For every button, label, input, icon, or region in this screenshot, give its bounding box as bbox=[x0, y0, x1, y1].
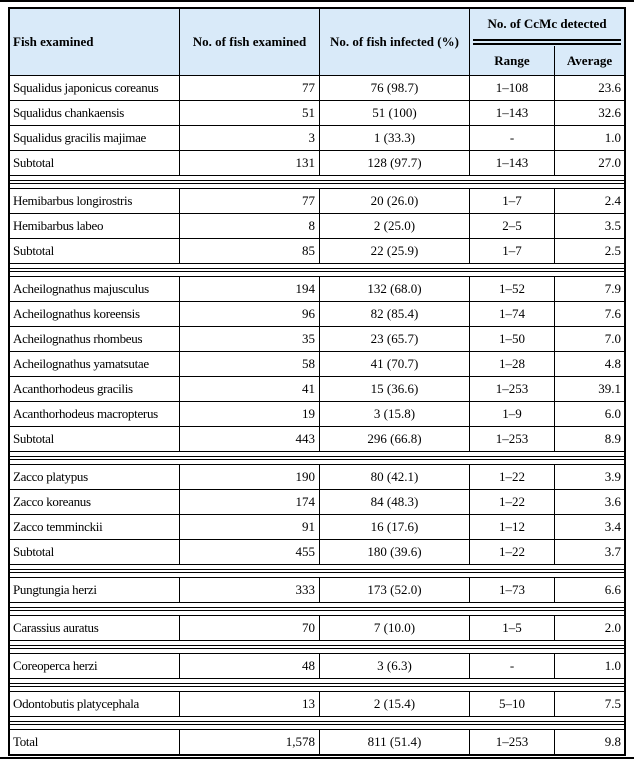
double-line bbox=[10, 721, 624, 725]
average-cell: 1.0 bbox=[604, 658, 621, 673]
table-row bbox=[10, 514, 624, 539]
double-line bbox=[10, 456, 624, 460]
examined-cell: 190 bbox=[180, 465, 320, 489]
examined-cell: 174 bbox=[180, 490, 320, 514]
average-cell: 39.1 bbox=[598, 381, 621, 396]
range-cell: 2–5 bbox=[470, 214, 555, 238]
fish-name-cell: Subtotal bbox=[10, 540, 180, 564]
fish-name-cell: Zacco koreanus bbox=[10, 490, 180, 514]
average-cell: 23.6 bbox=[598, 80, 621, 95]
examined-cell: 35 bbox=[180, 327, 320, 351]
table-row bbox=[10, 401, 624, 426]
infected-cell: 296 (66.8) bbox=[320, 427, 470, 451]
table-group bbox=[10, 465, 624, 564]
group-separator bbox=[10, 678, 624, 692]
examined-cell: 8 bbox=[180, 214, 320, 238]
infected-cell: 82 (85.4) bbox=[320, 302, 470, 326]
examined-cell: 1,578 bbox=[180, 730, 320, 754]
double-line bbox=[10, 180, 624, 184]
double-line bbox=[473, 39, 621, 45]
range-cell: 1–9 bbox=[470, 402, 555, 426]
fish-name-cell: Coreoperca herzi bbox=[10, 654, 180, 678]
header-no-fish-examined: No. of fish examined bbox=[180, 9, 320, 75]
range-cell: 1–73 bbox=[470, 578, 555, 602]
infected-cell: 80 (42.1) bbox=[320, 465, 470, 489]
double-line bbox=[10, 569, 624, 573]
table-group bbox=[10, 189, 624, 263]
header-double-rule bbox=[470, 38, 624, 46]
table-group bbox=[10, 76, 624, 175]
table-row bbox=[10, 213, 624, 238]
table-body bbox=[10, 76, 624, 754]
table-row bbox=[10, 351, 624, 376]
header-no-fish-infected: No. of fish infected (%) bbox=[320, 9, 470, 75]
double-line bbox=[10, 645, 624, 649]
top-rule bbox=[0, 0, 634, 2]
range-cell: 1–12 bbox=[470, 515, 555, 539]
table-row bbox=[10, 654, 624, 678]
group-separator bbox=[10, 451, 624, 465]
table-row bbox=[10, 489, 624, 514]
range-cell: 1–5 bbox=[470, 616, 555, 640]
infected-cell: 22 (25.9) bbox=[320, 239, 470, 263]
bottom-rule bbox=[0, 757, 634, 759]
table-row bbox=[10, 692, 624, 716]
fish-name-cell: Acheilognathus majusculus bbox=[10, 277, 180, 301]
examined-cell: 51 bbox=[180, 101, 320, 125]
infected-cell: 811 (51.4) bbox=[320, 730, 470, 754]
fish-infection-table bbox=[8, 7, 626, 756]
table-row bbox=[10, 238, 624, 263]
range-cell: 1–22 bbox=[470, 465, 555, 489]
average-cell: 3.7 bbox=[604, 544, 621, 559]
range-cell: 1–108 bbox=[470, 76, 555, 100]
infected-cell: 173 (52.0) bbox=[320, 578, 470, 602]
examined-cell: 70 bbox=[180, 616, 320, 640]
fish-name-cell: Acheilognathus yamatsutae bbox=[10, 352, 180, 376]
table-row bbox=[10, 125, 624, 150]
fish-name-cell: Hemibarbus longirostris bbox=[10, 189, 180, 213]
examined-cell: 13 bbox=[180, 692, 320, 716]
group-separator bbox=[10, 716, 624, 730]
average-cell: 2.5 bbox=[604, 243, 621, 258]
examined-cell: 58 bbox=[180, 352, 320, 376]
header-ccmc-detected: No. of CcMc detected bbox=[487, 15, 607, 31]
average-cell: 7.6 bbox=[604, 306, 621, 321]
header-range: Range bbox=[470, 46, 555, 75]
average-cell: 7.9 bbox=[604, 281, 621, 296]
average-cell: 2.4 bbox=[604, 193, 621, 208]
infected-cell: 2 (15.4) bbox=[320, 692, 470, 716]
table-row bbox=[10, 326, 624, 351]
examined-cell: 19 bbox=[180, 402, 320, 426]
table-group bbox=[10, 654, 624, 678]
table-row bbox=[10, 730, 624, 754]
table-row bbox=[10, 100, 624, 125]
examined-cell: 455 bbox=[180, 540, 320, 564]
average-cell: 3.6 bbox=[604, 494, 621, 509]
table-row bbox=[10, 465, 624, 489]
range-cell: 1–7 bbox=[470, 189, 555, 213]
average-cell: 8.9 bbox=[604, 431, 621, 446]
table-header bbox=[10, 9, 624, 76]
range-cell: 1–74 bbox=[470, 302, 555, 326]
examined-cell: 85 bbox=[180, 239, 320, 263]
table-group bbox=[10, 277, 624, 451]
fish-name-cell: Zacco platypus bbox=[10, 465, 180, 489]
range-cell: 1–50 bbox=[470, 327, 555, 351]
group-separator bbox=[10, 263, 624, 277]
fish-name-cell: Carassius auratus bbox=[10, 616, 180, 640]
header-average: Average bbox=[566, 52, 613, 68]
infected-cell: 128 (97.7) bbox=[320, 151, 470, 175]
table-row bbox=[10, 301, 624, 326]
infected-cell: 23 (65.7) bbox=[320, 327, 470, 351]
table-row bbox=[10, 578, 624, 602]
average-cell: 1.0 bbox=[604, 130, 621, 145]
fish-name-cell: Subtotal bbox=[10, 151, 180, 175]
infected-cell: 3 (15.8) bbox=[320, 402, 470, 426]
average-cell: 2.0 bbox=[604, 620, 621, 635]
examined-cell: 3 bbox=[180, 126, 320, 150]
table-group bbox=[10, 692, 624, 716]
group-separator bbox=[10, 564, 624, 578]
average-cell: 27.0 bbox=[598, 155, 621, 170]
infected-cell: 2 (25.0) bbox=[320, 214, 470, 238]
fish-name-cell: Subtotal bbox=[10, 239, 180, 263]
table-row bbox=[10, 539, 624, 564]
infected-cell: 132 (68.0) bbox=[320, 277, 470, 301]
range-cell: 1–143 bbox=[470, 101, 555, 125]
table-row bbox=[10, 150, 624, 175]
infected-cell: 7 (10.0) bbox=[320, 616, 470, 640]
range-cell: 1–143 bbox=[470, 151, 555, 175]
fish-name-cell: Subtotal bbox=[10, 427, 180, 451]
header-fish-examined: Fish examined bbox=[10, 9, 180, 75]
table-row bbox=[10, 376, 624, 401]
infected-cell: 15 (36.6) bbox=[320, 377, 470, 401]
table-row bbox=[10, 426, 624, 451]
fish-name-cell: Hemibarbus labeo bbox=[10, 214, 180, 238]
examined-cell: 91 bbox=[180, 515, 320, 539]
table-row bbox=[10, 277, 624, 301]
examined-cell: 41 bbox=[180, 377, 320, 401]
range-cell: 1–22 bbox=[470, 490, 555, 514]
examined-cell: 77 bbox=[180, 189, 320, 213]
table-row bbox=[10, 616, 624, 640]
header-ccmc-group bbox=[470, 9, 624, 75]
range-cell: 1–253 bbox=[470, 427, 555, 451]
average-cell: 7.5 bbox=[604, 696, 621, 711]
range-cell: 1–52 bbox=[470, 277, 555, 301]
infected-cell: 51 (100) bbox=[320, 101, 470, 125]
range-cell: 1–7 bbox=[470, 239, 555, 263]
average-cell: 6.6 bbox=[604, 582, 621, 597]
group-separator bbox=[10, 175, 624, 189]
table-group bbox=[10, 616, 624, 640]
infected-cell: 16 (17.6) bbox=[320, 515, 470, 539]
double-line bbox=[10, 607, 624, 611]
examined-cell: 194 bbox=[180, 277, 320, 301]
table-row bbox=[10, 76, 624, 100]
table-group bbox=[10, 578, 624, 602]
range-cell: 1–28 bbox=[470, 352, 555, 376]
header-subrow bbox=[470, 46, 624, 75]
range-cell: - bbox=[470, 654, 555, 678]
fish-name-cell: Total bbox=[10, 730, 180, 754]
examined-cell: 333 bbox=[180, 578, 320, 602]
infected-cell: 84 (48.3) bbox=[320, 490, 470, 514]
average-cell: 3.9 bbox=[604, 469, 621, 484]
fish-name-cell: Squalidus gracilis majimae bbox=[10, 126, 180, 150]
fish-name-cell: Squalidus japonicus coreanus bbox=[10, 76, 180, 100]
fish-name-cell: Acheilognathus koreensis bbox=[10, 302, 180, 326]
average-cell: 6.0 bbox=[604, 406, 621, 421]
table-row bbox=[10, 189, 624, 213]
fish-name-cell: Pungtungia herzi bbox=[10, 578, 180, 602]
average-cell: 32.6 bbox=[598, 105, 621, 120]
range-cell: 1–22 bbox=[470, 540, 555, 564]
average-cell: 7.0 bbox=[604, 331, 621, 346]
examined-cell: 443 bbox=[180, 427, 320, 451]
infected-cell: 41 (70.7) bbox=[320, 352, 470, 376]
double-line bbox=[10, 268, 624, 272]
examined-cell: 48 bbox=[180, 654, 320, 678]
group-separator bbox=[10, 640, 624, 654]
range-cell: 5–10 bbox=[470, 692, 555, 716]
examined-cell: 131 bbox=[180, 151, 320, 175]
fish-name-cell: Zacco temminckii bbox=[10, 515, 180, 539]
range-cell: 1–253 bbox=[470, 377, 555, 401]
double-line bbox=[10, 683, 624, 687]
fish-name-cell: Acanthorhodeus gracilis bbox=[10, 377, 180, 401]
average-cell: 3.4 bbox=[604, 519, 621, 534]
examined-cell: 96 bbox=[180, 302, 320, 326]
fish-name-cell: Acheilognathus rhombeus bbox=[10, 327, 180, 351]
infected-cell: 180 (39.6) bbox=[320, 540, 470, 564]
fish-name-cell: Odontobutis platycephala bbox=[10, 692, 180, 716]
average-cell: 3.5 bbox=[604, 218, 621, 233]
range-cell: 1–253 bbox=[470, 730, 555, 754]
table-group bbox=[10, 730, 624, 754]
average-cell: 4.8 bbox=[604, 356, 621, 371]
infected-cell: 76 (98.7) bbox=[320, 76, 470, 100]
infected-cell: 3 (6.3) bbox=[320, 654, 470, 678]
infected-cell: 20 (26.0) bbox=[320, 189, 470, 213]
fish-name-cell: Acanthorhodeus macropterus bbox=[10, 402, 180, 426]
range-cell: - bbox=[470, 126, 555, 150]
fish-name-cell: Squalidus chankaensis bbox=[10, 101, 180, 125]
examined-cell: 77 bbox=[180, 76, 320, 100]
infected-cell: 1 (33.3) bbox=[320, 126, 470, 150]
group-separator bbox=[10, 602, 624, 616]
average-cell: 9.8 bbox=[604, 734, 621, 749]
